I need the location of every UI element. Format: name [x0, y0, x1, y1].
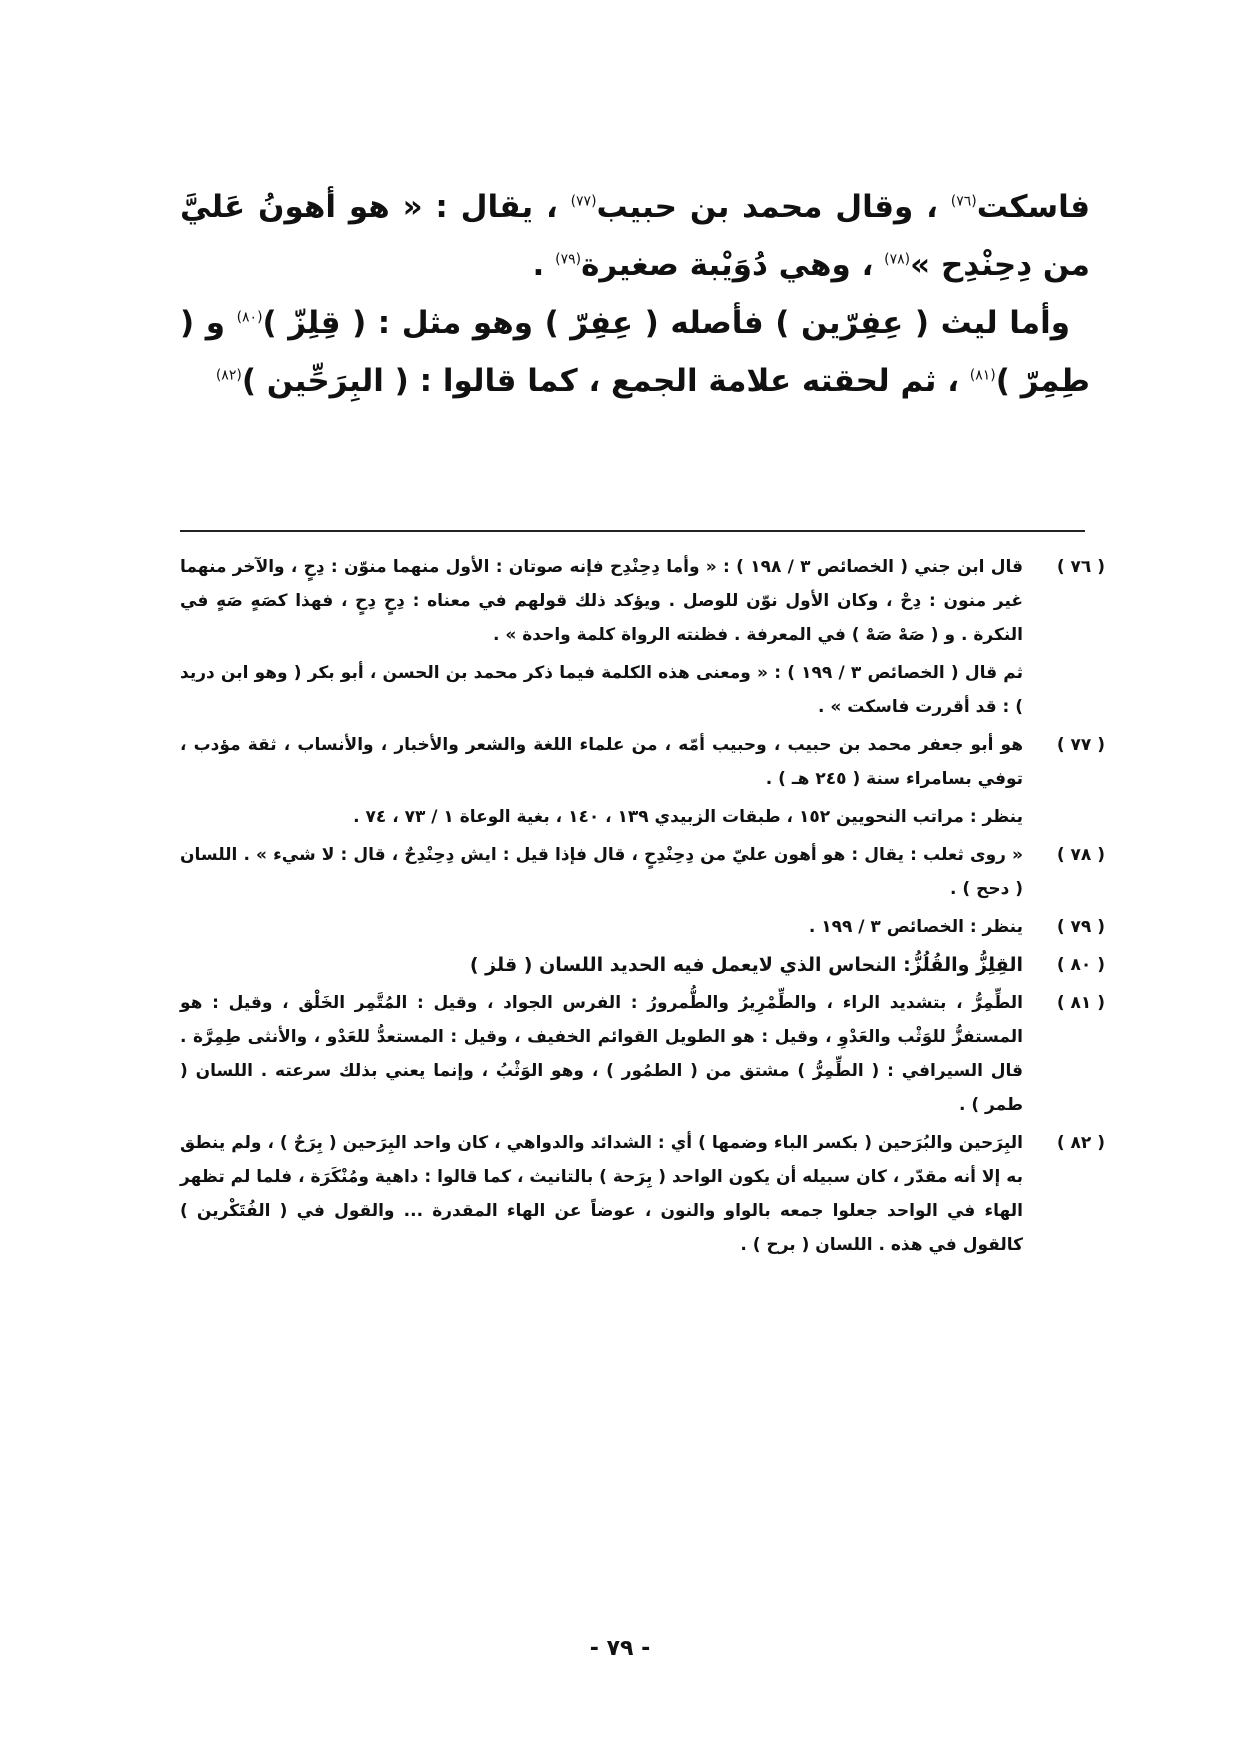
footnote-number: ( ٨١ ) [1056, 993, 1105, 1013]
footnote-paragraph: هو أبو جعفر محمد بن حبيب ، وحبيب أمّه ، من علماء اللغة والشعر والأخبار ، والأنساب ، ثقة مؤدب ، توفي بسامراء سنة ( ٢٤٥ هـ ) . [180, 735, 1023, 789]
main-text-segment: ، وقال محمد بن حبيب [596, 189, 938, 225]
footnote-body [180, 948, 1023, 982]
footnote-paragraph: ثم قال ( الخصائص ٣ / ١٩٩ ) : « ومعنى هذه الكلمة فيما ذكر محمد بن الحسن ، أبو بكر ( وهو ابن دريد ) : قد أقررت فاسكت » . [180, 663, 1023, 717]
footnote-paragraph: ينظر : مراتب النحويين ١٥٢ ، طبقات الزبيدي ١٣٩ ، ١٤٠ ، بغية الوعاة ١ / ٧٣ ، ٧٤ . [353, 807, 1023, 827]
footnote-ref-76: (٧٦) [950, 193, 977, 210]
footnote-paragraph: البِرَحين والبُرَحين ( بكسر الباء وضمها ) أي : الشدائد والدواهي ، كان واحد البِرَحين ( بِرَحٌ ) ، ولم ينطق به إلا أنه مقدّر ، كان سبيله أن يكون الواحد ( بِرَحة ) بالتانيث ، كما قالوا : داهية ومُنْكَرَة ، فلما لم تظهر الهاء في الواحد جعلوا جمعه بالواو والنون ، عوضاً عن الهاء المقدرة ... والقول في ( الفُتَكْرين ) كالقول في هذه . اللسان ( برح ) . [180, 1133, 1023, 1255]
footnote-paragraph: قال ابن جني ( الخصائص ٣ / ١٩٨ ) : « وأما دِحِنْدِح فإنه صوتان : الأول منهما منوّن : دِحٍ ، والآخر منهما غير منون : دِحْ ، وكان الأول نوّن للوصل . ويؤكد ذلك قولهم في معناه : دِحٍ دِحٍ ، فهذا كصَهٍ صَهٍ في النكرة . و ( صَهْ صَهْ ) في المعرفة . فظنته الرواة كلمة واحدة » . [180, 557, 1024, 645]
footnote-ref-80: (٨٠) [236, 309, 263, 326]
main-text-segment: ، ثم لحقته علامة الجمع ، كما قالوا : ( البِرَحِّين ) [241, 363, 959, 399]
footnote-body [180, 910, 1023, 944]
footnote-ref-78: (٧٨) [884, 251, 911, 268]
footnote-number: ( ٨٢ ) [1056, 1133, 1105, 1153]
footnote-79 [180, 910, 1105, 944]
footnote-ref-79: (٧٩) [555, 251, 582, 268]
main-text-segment: وأما ليث ( عِفِرّين ) فأصله ( عِفِرّ ) وهو مثل : ( قِلِزّ ) [262, 305, 1070, 341]
footnote-body [180, 550, 1023, 724]
main-text-segment: ، يقال : « هو أهونُ عَليَّ من دِحِنْدِح » [180, 189, 1090, 283]
footnote-body [180, 1126, 1023, 1262]
main-text-segment: . [532, 247, 545, 283]
footnote-82 [180, 1126, 1105, 1262]
footnote-body [180, 838, 1023, 906]
footnote-number: ( ٧٨ ) [1056, 845, 1105, 865]
footnote-paragraph: « روى ثعلب : يقال : هو أهون عليّ من دِحِنْدِحٍ ، قال فإذا قيل : ايش دِحِنْدِحٌ ، قال : لا شيء » . اللسان ( دحح ) . [180, 845, 1023, 899]
footnote-paragraph: ينظر : الخصائص ٣ / ١٩٩ . [808, 917, 1023, 937]
main-paragraph-1 [180, 178, 1090, 294]
footnote-80 [180, 948, 1105, 982]
main-text-segment: و ( طِمِرّ ) [180, 305, 1090, 399]
footnote-ref-81: (٨١) [969, 367, 996, 384]
footnote-paragraph: الطِّمِرُّ ، بتشديد الراء ، والطِّمْرِيرُ والطُّمرورُ : الفرس الجواد ، وقيل : المُتَّمِر الخَلْق ، وقيل : هو المستفزُّ للوَثْب والعَدْوِ ، وقيل : هو الطويل القوائم الخفيف ، وقيل : المستعدُّ للعَدْو ، والأنثى طِمِرَّة . قال السيرافي : ( الطِّمِرُّ ) مشتق من ( الطمُور ) ، وهو الوَثْبُ ، وإنما يعني بذلك سرعته . اللسان ( طمر ) . [180, 993, 1023, 1115]
footnote-78 [180, 838, 1105, 906]
main-text [180, 178, 1090, 410]
footnote-divider [180, 530, 1085, 532]
footnote-number: ( ٧٧ ) [1056, 735, 1105, 755]
footnote-81 [180, 986, 1105, 1122]
footnote-paragraph: القِلِزُّ والقُلُزُّ: النحاس الذي لايعمل فيه الحديد اللسان ( قلز ) [469, 954, 1023, 976]
page-number: - ٧٩ - [589, 1636, 651, 1661]
main-text-segment: ، وهي دُوَيْبة صغيرة [581, 247, 874, 283]
main-paragraph-2 [180, 294, 1090, 410]
footnote-number: ( ٧٦ ) [1056, 557, 1105, 577]
footnote-body [180, 728, 1023, 834]
footnote-ref-82: (٨٢) [215, 367, 242, 384]
main-text-segment: فاسكت [976, 189, 1091, 225]
footnote-number: ( ٨٠ ) [1056, 955, 1105, 975]
footnote-body [180, 986, 1023, 1122]
footnote-77 [180, 728, 1105, 834]
footnote-76 [180, 550, 1105, 724]
footnotes [180, 550, 1105, 1266]
footnote-ref-77: (٧٧) [570, 193, 597, 210]
footnote-number: ( ٧٩ ) [1056, 917, 1105, 937]
